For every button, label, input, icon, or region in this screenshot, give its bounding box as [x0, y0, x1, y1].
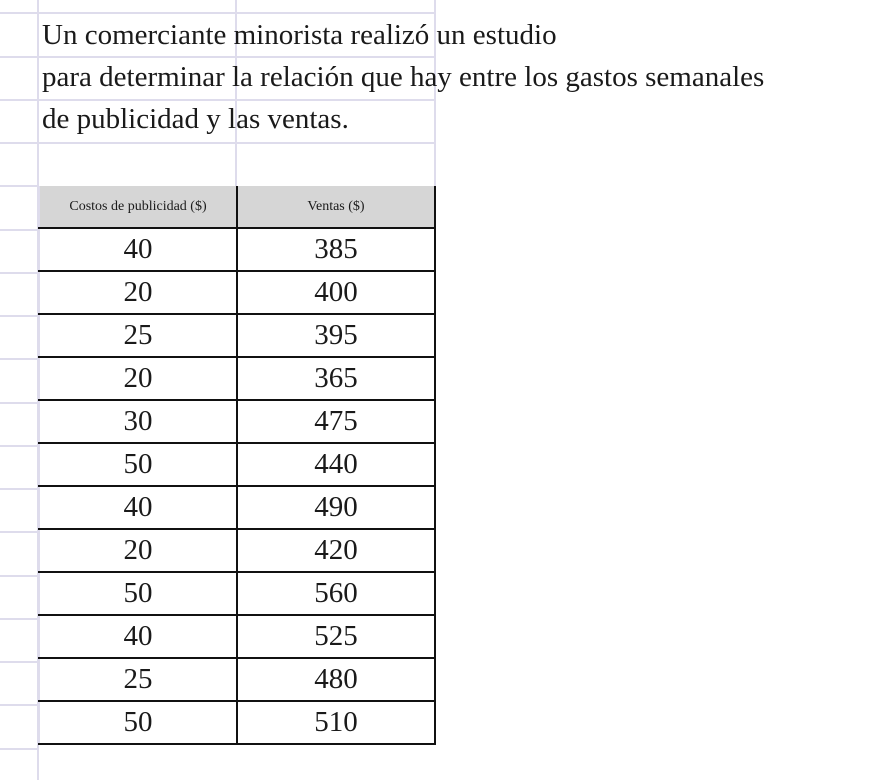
cell-ventas[interactable]: 525: [237, 615, 435, 658]
cell-ventas[interactable]: 400: [237, 271, 435, 314]
grid-line: [0, 488, 38, 490]
cell-ventas[interactable]: 560: [237, 572, 435, 615]
grid-line: [0, 315, 38, 317]
grid-line: [0, 575, 38, 577]
grid-line: [0, 618, 38, 620]
cell-ventas[interactable]: 510: [237, 701, 435, 744]
cell-ventas[interactable]: 440: [237, 443, 435, 486]
grid-line: [0, 661, 38, 663]
cell-ventas[interactable]: 475: [237, 400, 435, 443]
grid-line: [0, 531, 38, 533]
description-line: de publicidad y las ventas.: [42, 103, 349, 135]
grid-line: [0, 272, 38, 274]
cell-costos[interactable]: 40: [39, 615, 237, 658]
problem-description: [42, 14, 764, 140]
table-row: [39, 400, 435, 443]
cell-costos[interactable]: 20: [39, 529, 237, 572]
table-row: [39, 228, 435, 271]
table-row: [39, 572, 435, 615]
table-row: [39, 658, 435, 701]
table-row: [39, 357, 435, 400]
cell-costos[interactable]: 50: [39, 572, 237, 615]
description-line: Un comerciante minorista realizó un estudio: [42, 19, 557, 51]
grid-line: [0, 185, 38, 187]
table-row: [39, 443, 435, 486]
grid-line: [0, 358, 38, 360]
grid-line: [0, 748, 38, 750]
cell-ventas[interactable]: 420: [237, 529, 435, 572]
table-row: [39, 701, 435, 744]
grid-line: [0, 402, 38, 404]
cell-costos[interactable]: 25: [39, 314, 237, 357]
cell-costos[interactable]: 30: [39, 400, 237, 443]
table-row: [39, 486, 435, 529]
cell-ventas[interactable]: 365: [237, 357, 435, 400]
cell-ventas[interactable]: 490: [237, 486, 435, 529]
cell-ventas[interactable]: 385: [237, 228, 435, 271]
table-row: [39, 314, 435, 357]
cell-ventas[interactable]: 395: [237, 314, 435, 357]
cell-costos[interactable]: 40: [39, 486, 237, 529]
cell-costos[interactable]: 20: [39, 357, 237, 400]
cell-costos[interactable]: 25: [39, 658, 237, 701]
cell-costos[interactable]: 40: [39, 228, 237, 271]
grid-line: [0, 445, 38, 447]
grid-line: [0, 704, 38, 706]
cell-costos[interactable]: 50: [39, 701, 237, 744]
table-row: [39, 271, 435, 314]
data-table: [38, 186, 436, 745]
column-header-ventas[interactable]: Ventas ($): [237, 186, 435, 228]
cell-costos[interactable]: 20: [39, 271, 237, 314]
grid-line: [0, 142, 436, 144]
cell-ventas[interactable]: 480: [237, 658, 435, 701]
table-row: [39, 615, 435, 658]
header-row: [39, 186, 435, 228]
cell-costos[interactable]: 50: [39, 443, 237, 486]
table-row: [39, 529, 435, 572]
description-line: para determinar la relación que hay entre los gastos semanales: [42, 61, 765, 93]
grid-line: [0, 229, 38, 231]
column-header-costos[interactable]: Costos de publicidad ($): [39, 186, 237, 228]
